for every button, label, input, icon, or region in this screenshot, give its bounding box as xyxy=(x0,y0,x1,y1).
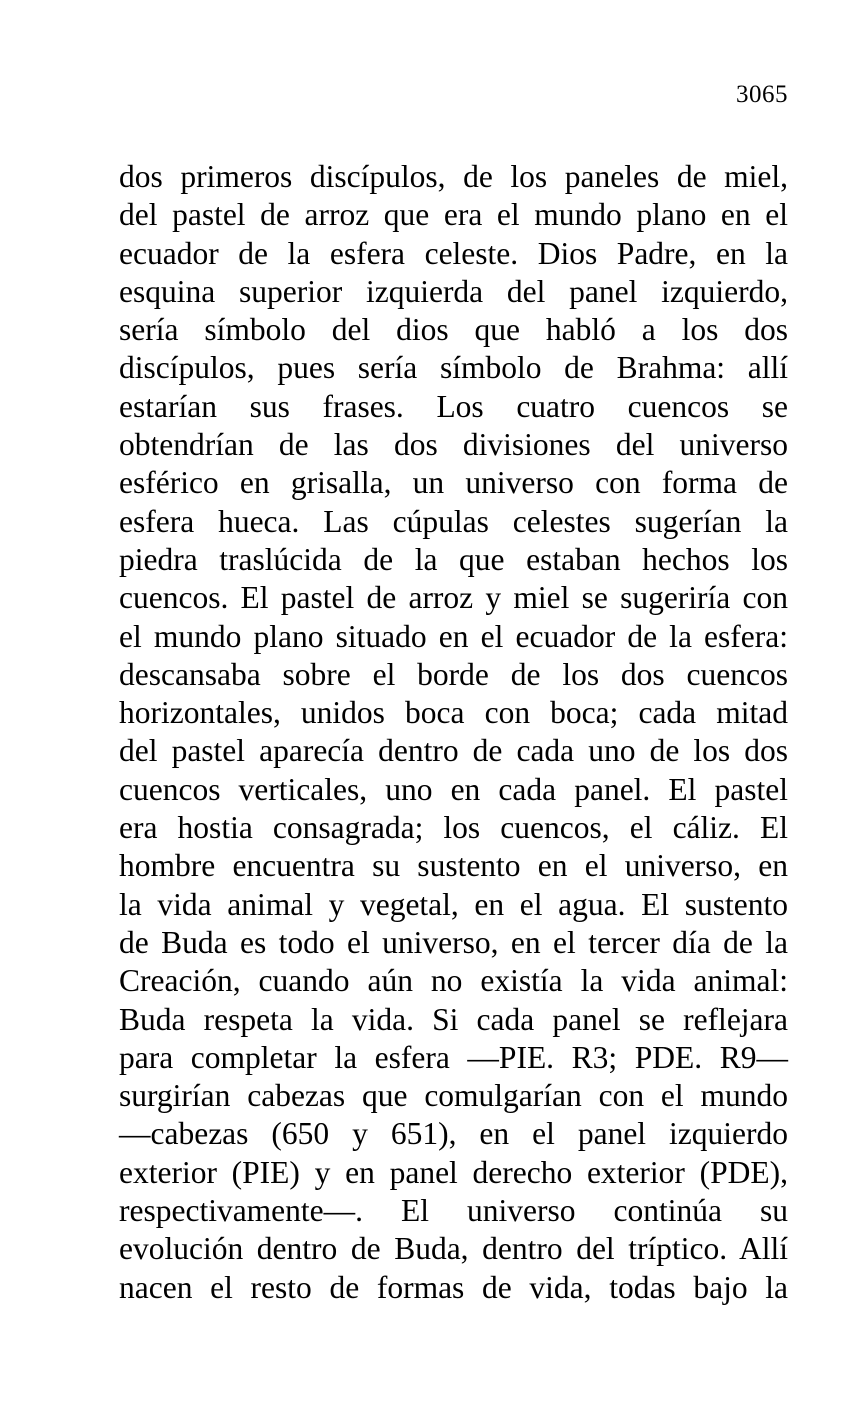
text-line: era hostia consagrada; los cuencos, el cáliz. El xyxy=(119,810,788,846)
text-line: el mundo plano situado en el ecuador de la esfera: xyxy=(119,618,788,654)
text-line: del pastel de arroz que era el mundo plano en el xyxy=(119,197,788,233)
page-number: 3065 xyxy=(736,81,788,108)
text-line: horizontales, unidos boca con boca; cada mitad xyxy=(119,695,788,731)
text-line: descansaba sobre el borde de los dos cuencos xyxy=(119,656,788,692)
text-line: obtendrían de las dos divisiones del universo xyxy=(119,427,788,463)
text-line: nacen el resto de formas de vida, todas bajo la xyxy=(119,1269,788,1305)
text-line: esférico en grisalla, un universo con forma de xyxy=(119,465,788,501)
text-line: evolución dentro de Buda, dentro del tríptico. Allí xyxy=(119,1231,788,1267)
text-line: respectivamente—. El universo continúa su xyxy=(119,1193,788,1229)
text-line: ecuador de la esfera celeste. Dios Padre, en la xyxy=(119,235,788,271)
text-line: sería símbolo del dios que habló a los dos xyxy=(119,312,788,348)
text-line: esfera hueca. Las cúpulas celestes sugerían la xyxy=(119,503,788,539)
body-text xyxy=(119,158,788,1307)
text-line: Creación, cuando aún no existía la vida animal: xyxy=(119,963,788,999)
text-line: estarían sus frases. Los cuatro cuencos se xyxy=(119,388,788,424)
text-line: exterior (PIE) y en panel derecho exterior (PDE), xyxy=(119,1154,788,1190)
text-line: piedra traslúcida de la que estaban hechos los xyxy=(119,541,788,577)
text-line: —cabezas (650 y 651), en el panel izquierdo xyxy=(119,1116,788,1152)
text-line: surgirían cabezas que comulgarían con el mundo xyxy=(119,1078,788,1114)
text-line: la vida animal y vegetal, en el agua. El sustento xyxy=(119,886,788,922)
text-line: discípulos, pues sería símbolo de Brahma: allí xyxy=(119,350,788,386)
text-line: cuencos verticales, uno en cada panel. El pastel xyxy=(119,771,788,807)
text-line: Buda respeta la vida. Si cada panel se reflejara xyxy=(119,1001,788,1037)
text-line: para completar la esfera —PIE. R3; PDE. R9— xyxy=(119,1039,788,1075)
text-line: dos primeros discípulos, de los paneles de miel, xyxy=(119,159,788,194)
text-line: hombre encuentra su sustento en el universo, en xyxy=(119,848,788,884)
text-line: de Buda es todo el universo, en el tercer día de la xyxy=(119,924,788,960)
text-line: esquina superior izquierda del panel izquierdo, xyxy=(119,273,788,309)
text-line: del pastel aparecía dentro de cada uno de los dos xyxy=(119,733,788,769)
text-line: cuencos. El pastel de arroz y miel se sugeriría con xyxy=(119,580,788,616)
